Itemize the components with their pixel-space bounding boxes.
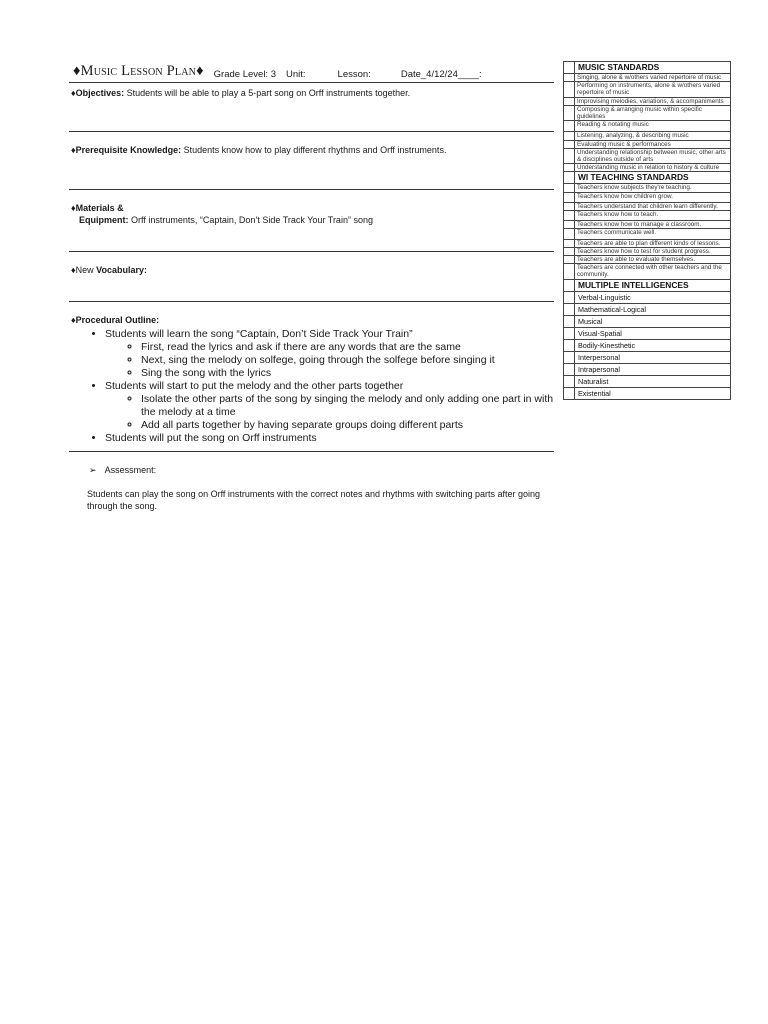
- lesson-column: [69, 58, 554, 513]
- checkbox-cell[interactable]: [564, 121, 575, 132]
- teaching-standards-heading: WI TEACHING STANDARDS: [575, 172, 731, 184]
- lesson-title: ♦Music Lesson Plan♦: [73, 63, 204, 79]
- standard-text: Teachers communicate well.: [575, 229, 731, 239]
- prerequisite-text: Students know how to play different rhythms and Orff instruments.: [183, 145, 447, 155]
- standard-row: [564, 184, 731, 192]
- standard-row: [564, 239, 731, 247]
- procedure-step-text: Students will start to put the melody and the other parts together: [105, 380, 404, 392]
- standard-text: Teachers are able to evaluate themselves.: [575, 256, 731, 264]
- assessment-label: Assessment:: [104, 465, 157, 475]
- intelligence-text: Verbal-Linguistic: [575, 291, 731, 303]
- unit-field: Unit:: [286, 69, 306, 80]
- music-standards-heading: MUSIC STANDARDS: [575, 62, 731, 74]
- procedure-step-text: Students will learn the song “Captain, Don’t Side Track Your Train”: [105, 328, 413, 340]
- standard-row: [564, 221, 731, 229]
- intelligence-row: [564, 291, 731, 303]
- standard-row: [564, 211, 731, 221]
- standard-row: [564, 74, 731, 82]
- checkbox-cell[interactable]: [564, 315, 575, 327]
- intelligence-row: [564, 303, 731, 315]
- procedure-substeps: [105, 341, 554, 380]
- intelligence-text: Existential: [575, 387, 731, 399]
- checkbox-cell[interactable]: [564, 239, 575, 247]
- checkbox-cell[interactable]: [564, 256, 575, 264]
- equipment-label: Equipment:: [79, 215, 129, 225]
- procedure-step-text: Students will put the song on Orff instruments: [105, 432, 317, 444]
- date-field: Date_4/12/24____:: [400, 69, 482, 80]
- standard-row: [564, 132, 731, 140]
- intelligence-text: Mathematical-Logical: [575, 303, 731, 315]
- checkbox-cell[interactable]: [564, 105, 575, 120]
- procedure-substep: ◦ Add all parts together by having separate groups doing different parts: [141, 419, 554, 432]
- standard-text: Teachers know how to test for student progress.: [575, 247, 731, 255]
- vocabulary-prefix: ♦New: [71, 265, 94, 275]
- standard-text: Singing, alone & w/others varied repertoire of music: [575, 74, 731, 82]
- procedure-substep: ◦ Next, sing the melody on solfege, going through the solfege before singing it: [141, 354, 554, 367]
- procedure-step: [105, 328, 554, 380]
- standard-text: Performing on instruments, alone & w/others varied repertoire of music: [575, 82, 731, 97]
- standard-text: Improvising melodies, variations, & accompaniments: [575, 97, 731, 105]
- checkbox-cell[interactable]: [564, 202, 575, 210]
- standard-row: [564, 121, 731, 132]
- prerequisite-section: [69, 132, 554, 190]
- standard-text: Understanding relationship between music, other arts & disciplines outside of arts: [575, 148, 731, 163]
- checkbox-cell[interactable]: [564, 229, 575, 239]
- intelligence-text: Bodily-Kinesthetic: [575, 339, 731, 351]
- intelligence-row: [564, 351, 731, 363]
- standard-text: Teachers know how to teach.: [575, 211, 731, 221]
- standard-text: Teachers know how children grow.: [575, 192, 731, 202]
- procedure-section: [69, 302, 554, 452]
- standard-row: [564, 264, 731, 279]
- checkbox-cell: [564, 279, 575, 291]
- checkbox-cell[interactable]: [564, 327, 575, 339]
- checkbox-cell[interactable]: [564, 74, 575, 82]
- intelligence-row: [564, 375, 731, 387]
- checkbox-cell[interactable]: [564, 351, 575, 363]
- standard-text: Composing & arranging music within specific guidelines: [575, 105, 731, 120]
- procedure-step: [105, 380, 554, 432]
- standard-row: [564, 148, 731, 163]
- procedure-step: [105, 432, 554, 445]
- checkbox-cell[interactable]: [564, 211, 575, 221]
- intelligence-text: Visual-Spatial: [575, 327, 731, 339]
- standard-text: Teachers know subjects they're teaching.: [575, 184, 731, 192]
- standard-text: Teachers know how to manage a classroom.: [575, 221, 731, 229]
- checkbox-cell[interactable]: [564, 192, 575, 202]
- standard-row: [564, 192, 731, 202]
- intelligences-heading: MULTIPLE INTELLIGENCES: [575, 279, 731, 291]
- checkbox-cell[interactable]: [564, 339, 575, 351]
- procedure-label: ♦Procedural Outline:: [71, 315, 160, 325]
- checkbox-cell: [564, 62, 575, 74]
- procedure-substep: ◦ First, read the lyrics and ask if there are any words that are the same: [141, 341, 554, 354]
- objectives-section: [69, 83, 554, 132]
- checkbox-cell[interactable]: [564, 82, 575, 97]
- checkbox-cell[interactable]: [564, 97, 575, 105]
- materials-text: Orff instruments, “Captain, Don’t Side Track Your Train” song: [131, 215, 373, 225]
- standard-row: [564, 97, 731, 105]
- intelligences-header: [564, 279, 731, 291]
- assessment-text: Students can play the song on Orff instruments with the correct notes and rhythms with switching parts after going through the song.: [87, 488, 541, 511]
- standard-row: [564, 164, 731, 172]
- checkbox-cell[interactable]: [564, 375, 575, 387]
- standard-row: [564, 256, 731, 264]
- checkbox-cell[interactable]: [564, 140, 575, 148]
- checkbox-cell[interactable]: [564, 164, 575, 172]
- intelligence-text: Interpersonal: [575, 351, 731, 363]
- materials-section: [69, 190, 554, 252]
- checkbox-cell[interactable]: [564, 363, 575, 375]
- checkbox-cell[interactable]: [564, 247, 575, 255]
- standard-text: Evaluating music & performances: [575, 140, 731, 148]
- standard-row: [564, 247, 731, 255]
- checkbox-cell: [564, 172, 575, 184]
- standard-text: Understanding music in relation to history & culture: [575, 164, 731, 172]
- intelligence-text: Musical: [575, 315, 731, 327]
- standard-row: [564, 82, 731, 97]
- standard-text: Teachers understand that children learn differently.: [575, 202, 731, 210]
- checkbox-cell[interactable]: [564, 387, 575, 399]
- vocabulary-section: [69, 252, 554, 302]
- objectives-text: Students will be able to play a 5-part song on Orff instruments together.: [126, 88, 411, 98]
- lesson-header: [69, 58, 554, 83]
- intelligence-row: [564, 327, 731, 339]
- assessment-heading: [71, 464, 554, 477]
- music-standards-header: [564, 62, 731, 74]
- intelligence-text: Intrapersonal: [575, 363, 731, 375]
- lesson-field: Lesson:: [337, 69, 371, 80]
- standard-text: Teachers are connected with other teachers and the community.: [575, 264, 731, 279]
- intelligence-row: [564, 363, 731, 375]
- checkbox-cell[interactable]: [564, 132, 575, 140]
- intelligence-text: Naturalist: [575, 375, 731, 387]
- procedure-substep: ◦ Sing the song with the lyrics: [141, 367, 554, 380]
- standard-row: [564, 202, 731, 210]
- standards-table: [563, 61, 731, 400]
- checkbox-cell[interactable]: [564, 303, 575, 315]
- vocabulary-label: Vocabulary:: [96, 265, 147, 275]
- intelligence-row: [564, 315, 731, 327]
- standard-text: Teachers are able to plan different kinds of lessons.: [575, 239, 731, 247]
- checkbox-cell[interactable]: [564, 148, 575, 163]
- prerequisite-label: ♦Prerequisite Knowledge:: [71, 145, 182, 155]
- arrow-bullet-icon: ➢: [89, 465, 97, 475]
- checkbox-cell[interactable]: [564, 291, 575, 303]
- assessment-section: [69, 452, 554, 513]
- checkbox-cell[interactable]: [564, 221, 575, 229]
- checkbox-cell[interactable]: [564, 264, 575, 279]
- standard-text: Reading & notating music: [575, 121, 731, 132]
- procedure-substep: ◦ Isolate the other parts of the song by singing the melody and only adding one part in with the melody at a time: [141, 393, 554, 419]
- standard-row: [564, 140, 731, 148]
- materials-label: ♦Materials &: [71, 203, 124, 213]
- equipment-line: [71, 214, 554, 226]
- standard-text: Listening, analyzing, & describing music: [575, 132, 731, 140]
- standard-row: [564, 105, 731, 120]
- procedure-list: [71, 328, 554, 445]
- standard-row: [564, 229, 731, 239]
- checkbox-cell[interactable]: [564, 184, 575, 192]
- teaching-standards-header: [564, 172, 731, 184]
- procedure-substeps: [105, 393, 554, 432]
- objectives-label: ♦Objectives:: [71, 88, 125, 98]
- grade-level: Grade Level: 3: [213, 69, 276, 80]
- intelligence-row: [564, 387, 731, 399]
- intelligence-row: [564, 339, 731, 351]
